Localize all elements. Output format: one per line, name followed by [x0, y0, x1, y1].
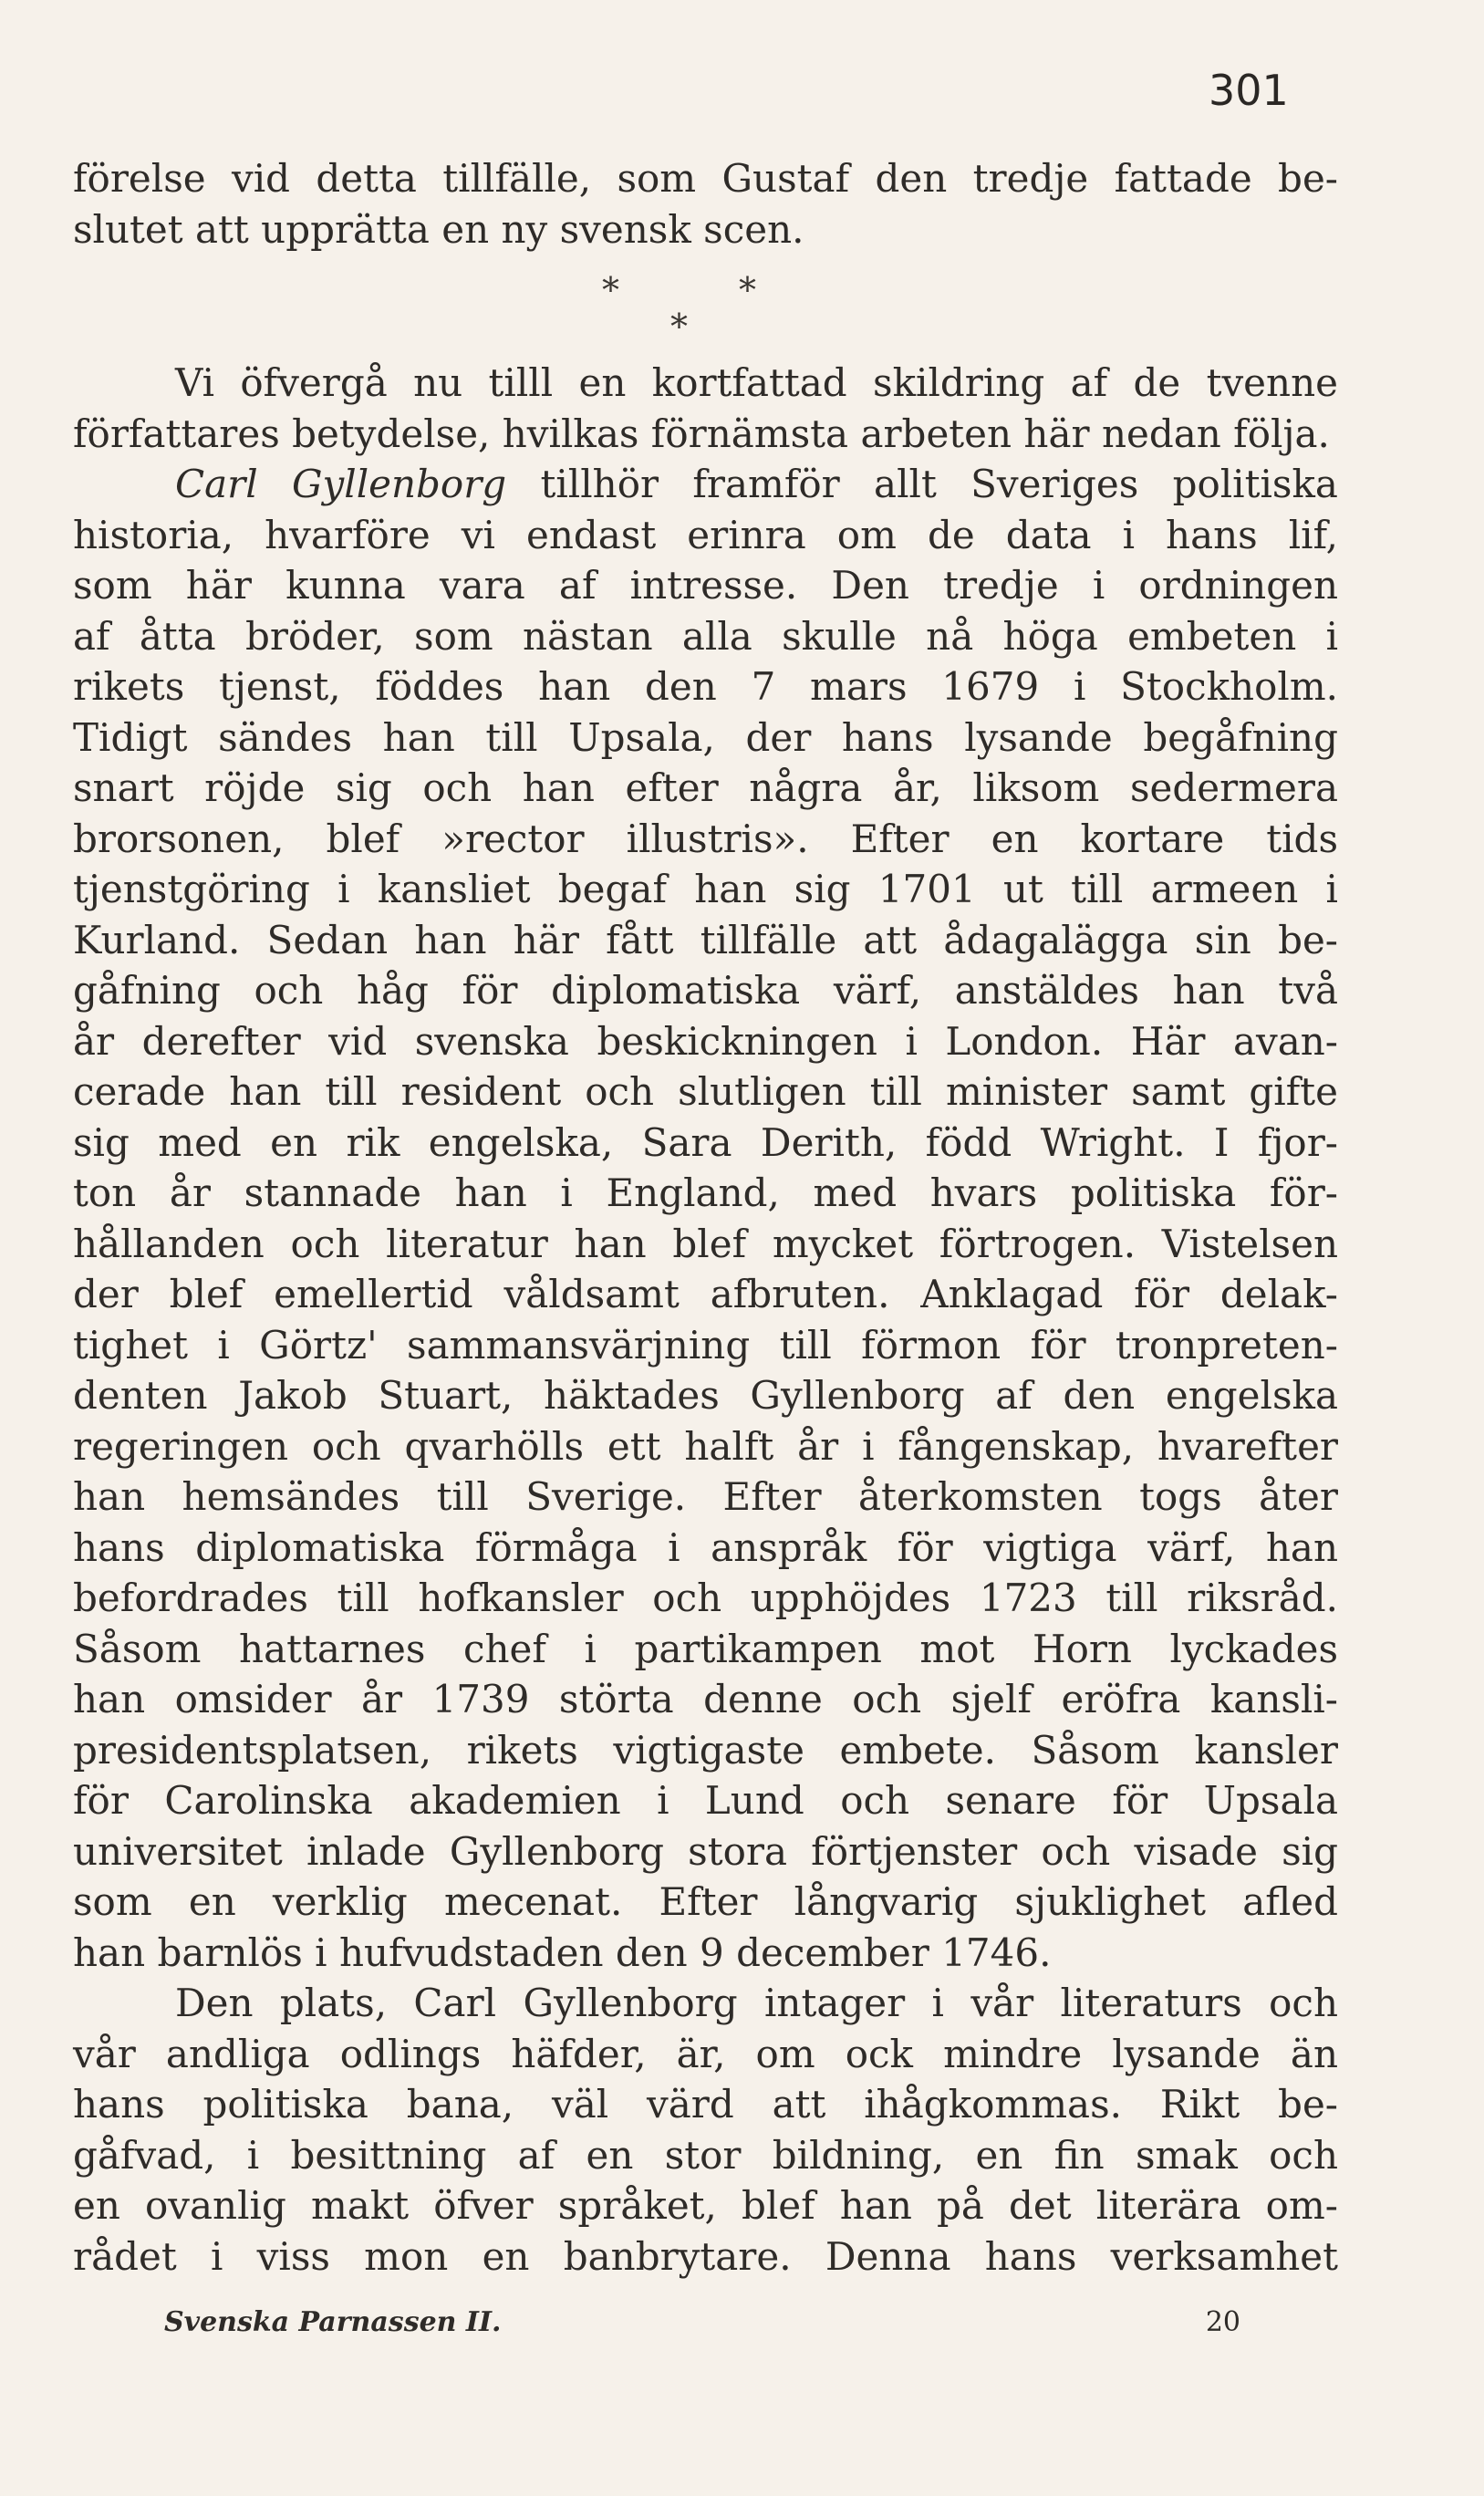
text-line: cerade han till resident och slutligen till minister samt gifte [73, 1069, 1338, 1114]
text-line: brorsonen, blef »rector illustris». Efter en kortare tids [73, 816, 1338, 861]
text-line: han hemsändes till Sverige. Efter återkomsten togs åter [73, 1474, 1338, 1519]
text-line: förelse vid detta tillfälle, som Gustaf den tredje fattade be- [73, 156, 1338, 201]
paragraph-1 [73, 153, 1338, 255]
text-line: presidentsplatsen, rikets vigtigaste embete. Såsom kansler [73, 1727, 1338, 1773]
sheet-number: 20 [1205, 2306, 1240, 2338]
text-fragment: tillhör framför allt Sveriges politiska [540, 462, 1338, 506]
page-number: 301 [1209, 66, 1289, 115]
text-line: hans diplomatiska förmåga i anspråk för vigtiga värf, han [73, 1524, 1338, 1570]
asterisk-2: * [739, 270, 756, 310]
signature-mark: Svenska Parnassen II. [164, 2306, 502, 2338]
text-line: universitet inlade Gyllenborg stora förtjenster och visade sig [73, 1828, 1338, 1874]
text-line: hans politiska bana, väl värd att ihågkommas. Rikt be- [73, 2082, 1338, 2127]
text-line: Tidigt sändes han till Upsala, der hans lysande begåfning [73, 714, 1338, 760]
page-footer [164, 2306, 1240, 2338]
text-line: denten Jakob Stuart, häktades Gyllenborg af den engelska [73, 1373, 1338, 1418]
text-line: som en verklig mecenat. Efter långvarig sjuklighet afled [73, 1879, 1338, 1924]
text-line: en ovanlig makt öfver språket, blef han på det literära om- [73, 2183, 1338, 2228]
text-line: historia, hvarföre vi endast erinra om de data i hans lif, [73, 512, 1338, 557]
text-line: befordrades till hofkansler och upphöjdes 1723 till riksråd. [73, 1576, 1338, 1620]
text-line: tighet i Görtz' sammansvärjning till förmon för tronpreten- [73, 1322, 1338, 1368]
text-line: Kurland. Sedan han här fått tillfälle att ådagalägga sin be- [73, 917, 1338, 962]
text-line: tjenstgöring i kansliet begaf han sig 1701 ut till armeen i [73, 867, 1338, 911]
main-text [73, 358, 1338, 2282]
text-line: slutet att upprätta en ny svensk scen. [73, 206, 804, 252]
text-line: sig med en rik engelska, Sara Derith, född Wright. I fjor- [73, 1119, 1338, 1165]
text-line: gåfvad, i besittning af en stor bildning, en fin smak och [73, 2132, 1338, 2178]
text-line: regeringen och qvarhölls ett halft år i fångenskap, hvarefter [73, 1423, 1338, 1469]
text-line: gåfning och håg för diplomatiska värf, anstäldes han två [73, 968, 1338, 1013]
text-line: hållanden och literatur han blef mycket förtrogen. Vistelsen [73, 1221, 1338, 1266]
text-line: rikets tjenst, föddes han den 7 mars 1679 i Stockholm. [73, 664, 1338, 709]
asterisk-1: * [602, 270, 619, 310]
text-line: snart röjde sig och han efter några år, liksom sedermera [73, 765, 1338, 810]
author-name: Carl Gyllenborg [175, 462, 507, 506]
text-line: vår andliga odlings häfder, är, om ock mindre lysande än [73, 2031, 1338, 2076]
text-line: Vi öfvergå nu tilll en kortfattad skildring af de tvenne [175, 360, 1338, 405]
text-line: ton år stannade han i England, med hvars politiska för- [73, 1170, 1338, 1215]
text-line: rådet i viss mon en banbrytare. Denna hans verksamhet [73, 2233, 1338, 2279]
text-line: Såsom hattarnes chef i partikampen mot Horn lyckades [73, 1626, 1338, 1671]
asterism [602, 270, 784, 352]
text-line [73, 459, 1338, 510]
text-line: han barnlös i hufvudstaden den 9 december 1746. [73, 1929, 1052, 1975]
text-line: författares betydelse, hvilkas förnämsta arbeten här nedan följa. [73, 411, 1330, 456]
text-line: som här kunna vara af intresse. Den tredje i ordningen [73, 563, 1338, 608]
text-line: Den plats, Carl Gyllenborg intager i vår literaturs och [175, 1981, 1338, 2025]
text-line: år derefter vid svenska beskickningen i London. Här avan- [73, 1018, 1338, 1064]
text-line: han omsider år 1739 störta denne och sjelf eröfra kansli- [73, 1677, 1338, 1721]
text-line: der blef emellertid våldsamt afbruten. Anklagad för delak- [73, 1272, 1338, 1316]
asterisk-3: * [670, 307, 688, 347]
text-line: för Carolinska akademien i Lund och senare för Upsala [73, 1778, 1338, 1823]
text-line: af åtta bröder, som nästan alla skulle nå höga embeten i [73, 613, 1338, 659]
